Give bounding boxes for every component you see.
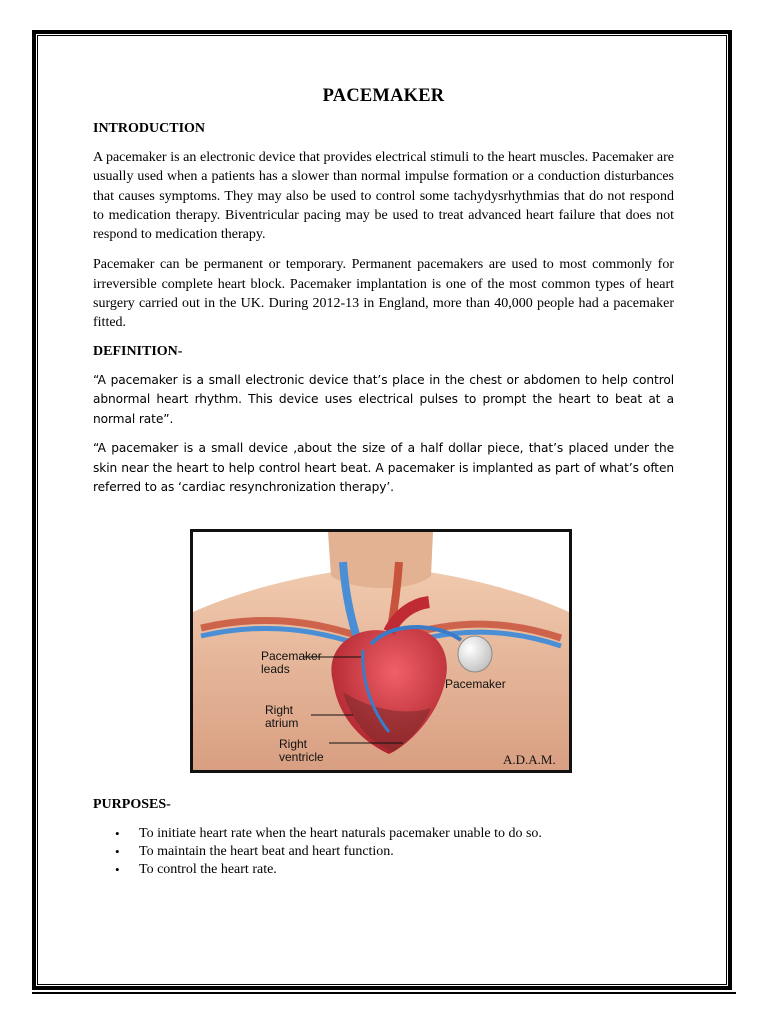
page-bottom-rule [32,992,736,994]
purposes-list [93,825,674,879]
bullet-icon: • [115,862,120,877]
label-right-atrium-line1: Right [265,703,294,717]
definition-quote-2: “A pacemaker is a small device ,about the size of a half dollar piece, that’s placed under the skin near the heart to help control heart beat. A pacemaker is implanted as part of what’s often referred to as ‘cardiac resynchronization therapy’. [93,441,674,495]
pacemaker-device [458,636,492,672]
label-pacemaker: Pacemaker [445,677,506,691]
definition-quote-1: “A pacemaker is a small electronic device that’s place in the chest or abdomen to help control abnormal heart rhythm. This device uses electrical pulses to prompt the heart to beat at a normal rate”. [93,372,674,426]
introduction-heading: INTRODUCTION [93,121,206,136]
definition-heading: DEFINITION- [93,343,183,359]
label-right-ventricle-line2: ventricle [279,750,324,764]
document-title: PACEMAKER [322,86,445,106]
purposes-item-text: To control the heart rate. [139,862,277,877]
bullet-icon: • [115,844,120,859]
introduction-paragraph-1: A pacemaker is an electronic device that provides electrical stimuli to the heart muscles. Pacemaker are usually used when a patients has a slower than normal impulse formation or a conduction disturbances that causes symptoms. They may also be used to control some tachydysrhythmias that do not respond to medication therapy. Biventricular pacing may be used to treat advanced heart failure that does not respond to medication therapy. [93,150,674,243]
purposes-heading: PURPOSES- [93,797,171,812]
purposes-list-item [93,843,674,861]
purposes-section [93,797,674,879]
pacemaker-illustration [190,529,572,773]
introduction-paragraph-2: Pacemaker can be permanent or temporary. Permanent pacemakers are used to most commonly for irreversible complete heart block. Pacemaker implantation is one of the most common types of heart surgery carried out in the UK. During 2012-13 in England, more than 40,000 people had a pacemaker fitted. [93,257,674,331]
adam-credit-logo: A.D.A.M. [503,752,556,767]
purposes-list-item [93,861,674,879]
purposes-list-item [93,825,674,843]
label-pacemaker-leads-line1: Pacemaker [261,649,322,663]
document-content [93,86,674,508]
label-right-atrium-line2: atrium [265,716,299,730]
label-pacemaker-leads-line2: leads [261,662,290,676]
label-right-ventricle-line1: Right [279,737,308,751]
pacemaker-anatomy-figure [193,532,569,770]
bullet-icon: • [115,826,120,841]
purposes-item-text: To initiate heart rate when the heart naturals pacemaker unable to do so. [139,826,542,841]
purposes-item-text: To maintain the heart beat and heart function. [139,844,394,859]
